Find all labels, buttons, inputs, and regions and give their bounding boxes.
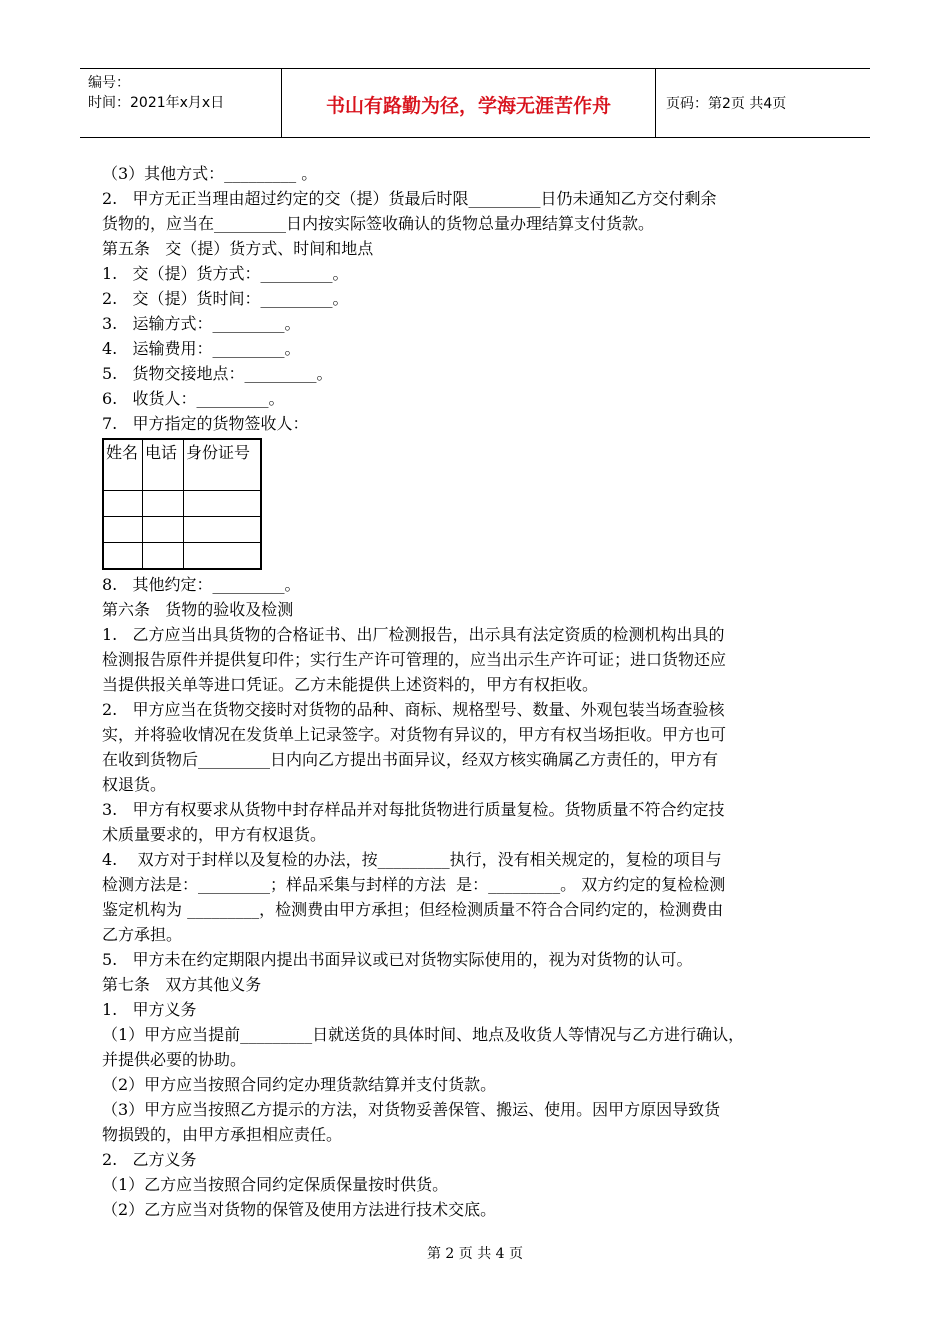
text-line: 2. 乙方义务 <box>102 1150 197 1169</box>
section-lines-a <box>102 161 854 436</box>
text-line: 3. 运输方式：_________。 <box>102 314 301 333</box>
text-line: 5. 甲方未在约定期限内提出书面异议或已对货物实际使用的，视为对货物的认可。 <box>102 950 693 969</box>
text-line: 物损毁的，由甲方承担相应责任。 <box>102 1125 343 1144</box>
text-line: 3. 甲方有权要求从货物中封存样品并对每批货物进行质量复检。货物质量不符合约定技 <box>102 800 725 819</box>
text-line: 鉴定机构为 _________，检测费由甲方承担；但经检测质量不符合合同约定的，检测费由 <box>102 900 724 919</box>
text-line: 2. 甲方应当在货物交接时对货物的品种、商标、规格型号、数量、外观包装当场查验核 <box>102 700 725 719</box>
text-line: 4. 运输费用：_________。 <box>102 339 301 358</box>
text-line: 检测报告原件并提供复印件；实行生产许可管理的，应当出示生产许可证；进口货物还应 <box>102 650 727 669</box>
table-cell <box>184 491 262 517</box>
table-row <box>103 491 261 517</box>
text-line: （3）其他方式：_________ 。 <box>102 164 318 183</box>
table-cell <box>143 491 184 517</box>
text-line: 1. 乙方应当出具货物的合格证书、出厂检测报告，出示具有法定资质的检测机构出具的 <box>102 625 725 644</box>
text-line: （1）甲方应当提前_________日就送货的具体时间、地点及收货人等情况与乙方进行确认， <box>102 1025 745 1044</box>
document-body <box>102 161 854 1222</box>
text-line: 2. 交（提）货时间：_________。 <box>102 289 349 308</box>
table-row <box>103 517 261 543</box>
page-footer: 第 2 页 共 4 页 <box>426 1246 524 1262</box>
text-line: 权退货。 <box>102 775 167 794</box>
text-line: 8. 其他约定：_________。 <box>102 575 301 594</box>
table-cell <box>143 517 184 543</box>
header-meta <box>80 69 282 137</box>
text-line: 并提供必要的协助。 <box>102 1050 247 1069</box>
text-line: 货物的，应当在_________日内按实际签收确认的货物总量办理结算支付货款。 <box>102 214 655 233</box>
page-header <box>80 68 870 138</box>
table-cell <box>184 543 262 570</box>
text-line: 5. 货物交接地点：_________。 <box>102 364 333 383</box>
text-line: 1. 交（提）货方式：_________。 <box>102 264 349 283</box>
text-line: （2）乙方应当对货物的保管及使用方法进行技术交底。 <box>102 1200 497 1219</box>
text-line: （1）乙方应当按照合同约定保质保量按时供货。 <box>102 1175 449 1194</box>
text-line: （3）甲方应当按照乙方提示的方法，对货物妥善保管、搬运、使用。因甲方原因导致货 <box>102 1100 721 1119</box>
header-cell-name: 姓名 <box>103 439 143 491</box>
table-cell <box>103 517 143 543</box>
table-cell <box>184 517 262 543</box>
table-cell <box>103 543 143 570</box>
text-line: 实，并将验收情况在发货单上记录签字。对货物有异议的，甲方有权当场拒收。甲方也可 <box>102 725 727 744</box>
text-line: 当提供报关单等进口凭证。乙方未能提供上述资料的，甲方有权拒收。 <box>102 675 599 694</box>
header-motto: 书山有路勤为径，学海无涯苦作舟 <box>282 69 656 137</box>
section-lines-b <box>102 572 854 1222</box>
text-line: 检测方法是：_________；样品采集与封样的方法 是：_________。 双方约定的复检检测 <box>102 875 726 894</box>
text-line: 第六条 货物的验收及检测 <box>102 600 294 619</box>
signer-table-header-row <box>103 439 261 491</box>
text-line: 6. 收货人：_________。 <box>102 389 285 408</box>
text-line: （2）甲方应当按照合同约定办理货款结算并支付货款。 <box>102 1075 497 1094</box>
text-line: 4. 双方对于封样以及复检的办法，按_________执行，没有相关规定的，复检的项目与 <box>102 850 722 869</box>
text-line: 术质量要求的，甲方有权退货。 <box>102 825 327 844</box>
text-line: 7. 甲方指定的货物签收人： <box>102 414 309 433</box>
table-cell <box>143 543 184 570</box>
document-date: 时间：2021年x月x日 <box>88 95 225 111</box>
document-number-label: 编号： <box>88 75 130 91</box>
header-page-code: 页码：第2页 共4页 <box>666 96 787 112</box>
table-cell <box>103 491 143 517</box>
text-line: 第七条 双方其他义务 <box>102 975 262 994</box>
text-line: 第五条 交（提）货方式、时间和地点 <box>102 239 374 258</box>
text-line: 乙方承担。 <box>102 925 183 944</box>
header-cell-id: 身份证号 <box>184 439 262 491</box>
header-cell-phone: 电话 <box>143 439 184 491</box>
text-line: 在收到货物后_________日内向乙方提出书面异议，经双方核实确属乙方责任的，甲方有 <box>102 750 719 769</box>
table-row <box>103 543 261 570</box>
text-line: 1. 甲方义务 <box>102 1000 197 1019</box>
text-line: 2. 甲方无正当理由超过约定的交（提）货最后时限_________日仍未通知乙方交付剩余 <box>102 189 717 208</box>
signer-table <box>102 438 262 570</box>
